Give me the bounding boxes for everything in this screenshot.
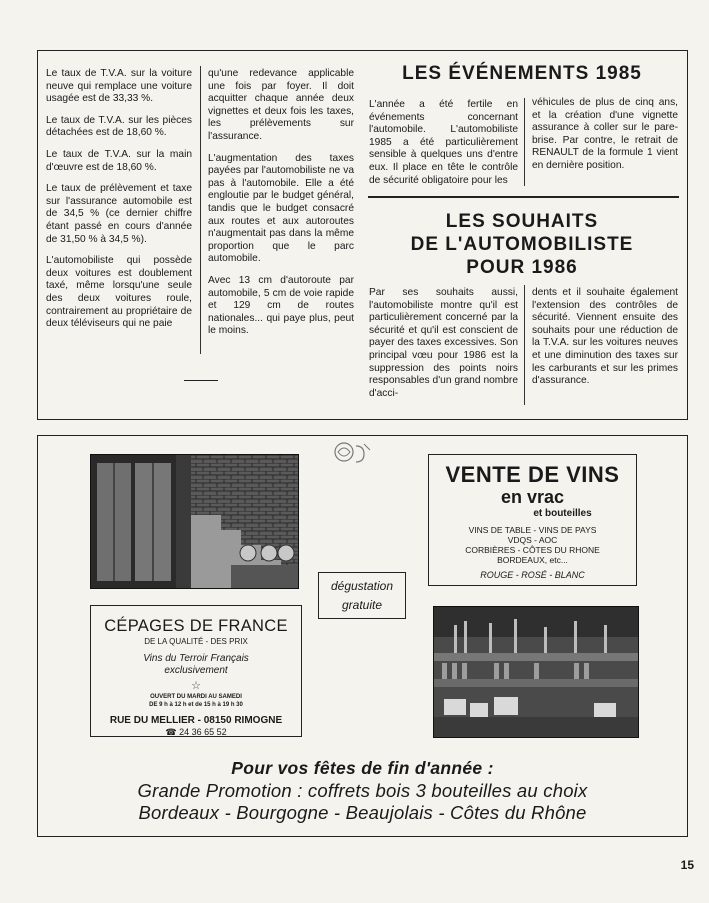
end-rule xyxy=(184,380,218,381)
paragraph: Le taux de T.V.A. sur la main d'œuvre est de 18,60 %. xyxy=(46,148,192,173)
terroir-line-1: Vins du Terroir Français xyxy=(143,653,249,664)
paragraph: Le taux de T.V.A. sur la voiture neuve qui remplace une voiture usagée est de 33,33 %. xyxy=(46,68,192,105)
column-divider xyxy=(524,285,525,405)
events-column-2: véhicules de plus de cinq ans, et la création d'une vignette assurance à coller sur le pare-brise. Par contre, le retrait de RENAULT de la formule 1 vient en dernière position. xyxy=(532,97,678,171)
wine-type-line: VINS DE TABLE - VINS DE PAYS xyxy=(468,525,597,535)
star-icon: ☆ xyxy=(191,680,201,692)
wine-type-line: CORBIÈRES - CÔTES DU RHONE xyxy=(465,545,600,555)
article-column-1 xyxy=(46,68,192,340)
cepages-subtitle: DE LA QUALITÉ - DES PRIX xyxy=(144,637,248,646)
wine-colors: ROUGE - ROSÉ - BLANC xyxy=(480,570,585,580)
promo-offer: Grande Promotion : coffrets bois 3 bouteilles au choix xyxy=(137,780,588,801)
paragraph: Le taux de T.V.A. sur les pièces détachées est de 18,60 %. xyxy=(46,114,192,139)
paragraph: Le taux de prélèvement et taxe sur l'assurance automobile est de 34,5 % (ce dernier chiffre étant passé en cours d'année de 31,50 % à 34,5 %). xyxy=(46,183,192,245)
wine-sale-box xyxy=(428,454,637,586)
tasting-line-2: gratuite xyxy=(341,598,383,612)
logo-doodle-icon xyxy=(330,440,374,468)
promo-heading: Pour vos fêtes de fin d'année : xyxy=(231,758,494,778)
tasting-line-1: dégustation xyxy=(330,579,394,593)
wine-sale-bulk: en vrac xyxy=(500,487,565,507)
opening-hours: DE 9 h à 12 h et de 15 h à 19 h 30 xyxy=(149,702,243,708)
paragraph: Avec 13 cm d'autoroute par automobile, 5 cm de voie rapide et 129 cm de routes nationales... qui paye plus, peut le moins. xyxy=(208,274,354,337)
paragraph: qu'une redevance applicable une fois par foyer. Il doit acquitter chaque année deux vignettes et deux fois les taxes, les prélèvements sur l'assurance. xyxy=(208,68,354,142)
column-divider xyxy=(524,98,525,186)
wine-type-line: BORDEAUX, etc... xyxy=(497,555,568,565)
shop-phone: ☎ 24 36 65 52 xyxy=(165,727,227,737)
wine-shop-photo xyxy=(433,606,639,738)
cepages-box xyxy=(90,605,302,737)
events-column-1: L'année a été fertile en événements concernant l'automobile. L'automobiliste 1985 a été particulièrement sensible à quelques uns d'entre eux. Il place en tête le contrôle de sécurité obligatoire pour les xyxy=(369,99,518,186)
paragraph: L'augmentation des taxes payées par l'automobiliste ne va pas à l'automobile. Elle a été engloutie par le budget général, tandis que le budget consacré aux routes et aux autoroutes n'augmentait pas dans la même proportion que le parc automobile. xyxy=(208,152,354,265)
wishes-column-1: Par ses souhaits aussi, l'automobiliste montre qu'il est particulièrement concerné par la sécurité et qu'il est conscient de payer des taxes excessives. Son principal vœu pour 1986 est la suppression des points noirs responsables d'un grand nombre d'acci- xyxy=(369,287,518,399)
terroir-line-2: exclusivement xyxy=(164,665,228,676)
tasting-box xyxy=(318,572,406,619)
shop-address: RUE DU MELLIER - 08150 RIMOGNE xyxy=(109,715,283,726)
cellar-illustration xyxy=(91,455,298,588)
shop-illustration xyxy=(434,607,638,737)
article-column-2 xyxy=(208,68,354,347)
wine-sale-bottles: et bouteilles xyxy=(533,508,592,519)
wishes-title-line-2: DE L'AUTOMOBILISTE xyxy=(410,234,634,255)
wine-type-line: VDQS - AOC xyxy=(507,535,558,545)
wine-cellar-photo xyxy=(90,454,299,589)
wine-sale-title: VENTE DE VINS xyxy=(445,462,620,487)
opening-days: OUVERT DU MARDI AU SAMEDI xyxy=(150,694,242,700)
column-divider xyxy=(200,66,201,354)
page-number: 15 xyxy=(680,858,694,872)
wishes-title-line-1: LES SOUHAITS xyxy=(445,211,599,232)
paragraph: L'automobiliste qui possède deux voitures est doublement taxé, même lorsqu'une seule des deux voitures roule, contrairement au propriétaire de deux téléviseurs qui ne paie xyxy=(46,255,192,330)
wishes-column-2: dents et il souhaite également l'extension des contrôles de sécurité. Viennent ensuite des souhaits pour une réduction de la T.V.A. sur les voitures neuves et une diminution des taxes sur les carburants et sur les primes d'assurance. xyxy=(532,287,678,387)
section-divider xyxy=(368,196,679,198)
promo-regions: Bordeaux - Bourgogne - Beaujolais - Côtes du Rhône xyxy=(138,802,587,823)
events-title: LES ÉVÉNEMENTS 1985 xyxy=(402,63,642,84)
cepages-title: CÉPAGES DE FRANCE xyxy=(104,617,288,635)
wishes-title-line-3: POUR 1986 xyxy=(466,257,578,278)
